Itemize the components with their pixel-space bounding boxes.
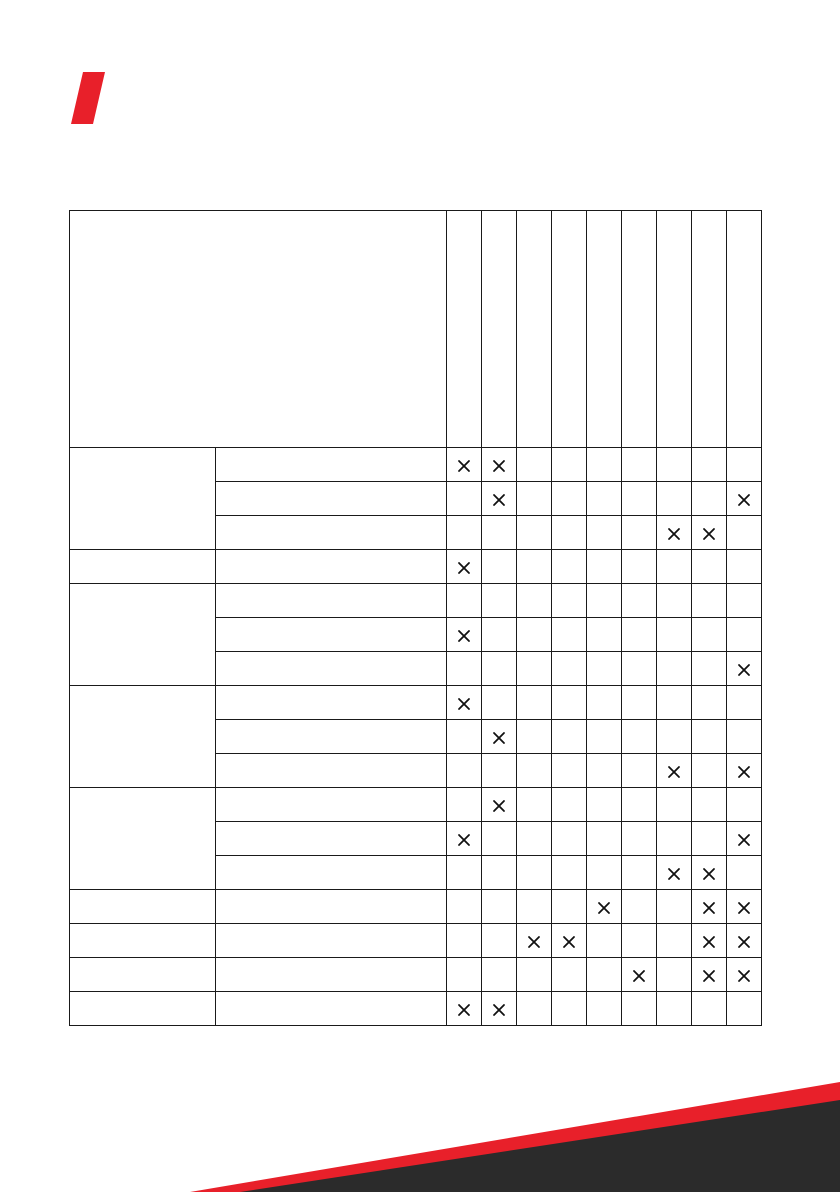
matrix-row [70,958,762,992]
matrix-cell-marked [482,482,517,516]
cross-mark-icon [562,935,576,949]
matrix-cell-empty [622,720,657,754]
matrix-cell-empty [657,550,692,584]
matrix-cell-empty [517,550,552,584]
cross-mark-icon [702,935,716,949]
matrix-cell-empty [622,686,657,720]
matrix-cell-empty [727,550,762,584]
matrix-cell-empty [727,448,762,482]
cross-mark-icon [702,867,716,881]
row-group-label [70,788,216,890]
matrix-cell-empty [587,584,622,618]
cross-mark-icon [702,969,716,983]
row-group-label [70,890,216,924]
matrix-cell-empty [587,550,622,584]
matrix-cell-empty [587,924,622,958]
matrix-cell-empty [622,890,657,924]
matrix-column-header [482,211,517,448]
matrix-cell-empty [657,992,692,1026]
matrix-cell-marked [727,822,762,856]
matrix-cell-marked [727,652,762,686]
matrix-cell-empty [517,754,552,788]
matrix-cell-empty [727,618,762,652]
matrix-row [70,550,762,584]
matrix-row [70,890,762,924]
matrix-cell-empty [692,720,727,754]
matrix-cell-empty [587,652,622,686]
matrix-cell-empty [657,482,692,516]
cross-mark-icon [702,527,716,541]
matrix-cell-empty [657,890,692,924]
matrix-cell-empty [482,550,517,584]
matrix-cell-empty [447,890,482,924]
matrix-cell-empty [622,924,657,958]
matrix-cell-empty [482,584,517,618]
matrix-cell-marked [727,482,762,516]
matrix-row [70,686,762,720]
brand-slash-logo [71,72,105,124]
row-label [216,924,447,958]
matrix-cell-empty [587,482,622,516]
row-label [216,482,447,516]
matrix-cell-empty [657,822,692,856]
matrix-cell-empty [587,516,622,550]
matrix-cell-marked [482,448,517,482]
matrix-cell-empty [517,788,552,822]
row-label [216,550,447,584]
matrix-cell-empty [587,686,622,720]
row-group-label [70,992,216,1026]
matrix-cell-empty [447,652,482,686]
cross-mark-icon [667,527,681,541]
row-label [216,652,447,686]
matrix-cell-empty [447,754,482,788]
matrix-cell-empty [552,686,587,720]
matrix-cell-empty [552,482,587,516]
matrix-cell-marked [657,754,692,788]
matrix-column-header [622,211,657,448]
matrix-cell-empty [622,992,657,1026]
matrix-cell-empty [482,856,517,890]
row-group-label [70,686,216,788]
cross-mark-icon [737,901,751,915]
cross-mark-icon [702,901,716,915]
matrix-cell-empty [622,448,657,482]
matrix-cell-empty [727,584,762,618]
matrix-cell-empty [587,992,622,1026]
matrix-cell-empty [552,720,587,754]
matrix-cell-empty [657,720,692,754]
matrix-corner-cell [70,211,447,448]
matrix-cell-empty [692,788,727,822]
matrix-cell-empty [657,448,692,482]
cross-mark-icon [492,459,506,473]
matrix-cell-marked [692,958,727,992]
matrix-body [70,448,762,1026]
row-group-label [70,584,216,686]
cross-mark-icon [457,833,471,847]
row-label [216,618,447,652]
matrix-cell-empty [622,516,657,550]
matrix-cell-marked [482,788,517,822]
matrix-cell-empty [657,652,692,686]
cross-mark-icon [492,1003,506,1017]
matrix-cell-empty [517,890,552,924]
row-group-label [70,550,216,584]
matrix-cell-empty [692,992,727,1026]
matrix-cell-empty [552,788,587,822]
matrix-cell-empty [587,856,622,890]
matrix-cell-marked [692,924,727,958]
matrix-cell-empty [482,516,517,550]
matrix-cell-empty [552,652,587,686]
matrix-cell-marked [727,924,762,958]
matrix-cell-empty [447,584,482,618]
matrix-cell-empty [482,652,517,686]
matrix-cell-empty [727,720,762,754]
matrix-row [70,448,762,482]
row-label [216,822,447,856]
matrix-cell-empty [517,652,552,686]
row-label [216,448,447,482]
matrix-cell-marked [727,754,762,788]
matrix-cell-empty [482,822,517,856]
matrix-cell-empty [692,754,727,788]
matrix-cell-empty [552,550,587,584]
matrix-cell-marked [622,958,657,992]
matrix-cell-marked [552,924,587,958]
cross-mark-icon [527,935,541,949]
row-group-label [70,958,216,992]
matrix-cell-empty [622,754,657,788]
matrix-cell-marked [447,550,482,584]
matrix-cell-empty [482,924,517,958]
cross-mark-icon [632,969,646,983]
matrix-cell-marked [727,958,762,992]
matrix-cell-empty [657,788,692,822]
matrix-cell-empty [587,720,622,754]
row-label [216,890,447,924]
matrix-cell-empty [517,516,552,550]
cross-mark-icon [457,697,471,711]
matrix-cell-empty [622,652,657,686]
matrix-cell-empty [517,992,552,1026]
row-label [216,584,447,618]
matrix-cell-empty [517,584,552,618]
matrix-cell-marked [692,516,727,550]
matrix-header-row [70,211,762,448]
matrix-cell-empty [622,550,657,584]
matrix-cell-empty [622,856,657,890]
matrix-cell-empty [517,958,552,992]
matrix-cell-marked [657,856,692,890]
matrix-cell-marked [447,618,482,652]
matrix-row [70,788,762,822]
matrix-cell-empty [552,754,587,788]
cross-mark-icon [737,833,751,847]
matrix-cell-empty [482,618,517,652]
matrix-cell-empty [727,856,762,890]
matrix-cell-empty [517,720,552,754]
cross-mark-icon [457,1003,471,1017]
matrix-cell-empty [552,856,587,890]
matrix-cell-empty [482,754,517,788]
matrix-cell-empty [657,584,692,618]
cross-mark-icon [737,493,751,507]
matrix-cell-marked [447,822,482,856]
matrix-cell-empty [622,482,657,516]
matrix-cell-marked [692,890,727,924]
matrix-cell-empty [622,822,657,856]
cross-mark-icon [597,901,611,915]
matrix-cell-empty [447,720,482,754]
cross-mark-icon [667,867,681,881]
matrix-cell-empty [447,788,482,822]
matrix-cell-marked [482,992,517,1026]
matrix-cell-empty [552,516,587,550]
row-label [216,856,447,890]
matrix-cell-empty [482,686,517,720]
matrix-cell-empty [727,686,762,720]
matrix-cell-empty [447,856,482,890]
matrix-cell-empty [552,584,587,618]
matrix-cell-empty [482,890,517,924]
matrix-cell-marked [657,516,692,550]
cross-mark-icon [492,731,506,745]
cross-mark-icon [737,969,751,983]
matrix-column-header [517,211,552,448]
matrix-cell-marked [447,992,482,1026]
matrix-cell-marked [587,890,622,924]
matrix-cell-empty [447,924,482,958]
cross-mark-icon [457,561,471,575]
matrix-column-header [447,211,482,448]
row-label [216,958,447,992]
cross-mark-icon [667,765,681,779]
matrix-column-header [587,211,622,448]
row-label [216,754,447,788]
matrix-cell-empty [657,686,692,720]
footer-wedge-decoration [0,1070,840,1192]
matrix-cell-marked [692,856,727,890]
matrix-cell-empty [517,686,552,720]
cross-mark-icon [492,493,506,507]
matrix-cell-empty [657,958,692,992]
matrix-row [70,924,762,958]
matrix-cell-empty [587,788,622,822]
matrix-cell-empty [587,822,622,856]
compatibility-matrix-table [69,210,762,1026]
matrix-cell-empty [552,618,587,652]
matrix-column-header [657,211,692,448]
matrix-cell-empty [622,584,657,618]
matrix-cell-empty [587,754,622,788]
cross-mark-icon [737,765,751,779]
matrix-cell-marked [482,720,517,754]
matrix-cell-empty [552,822,587,856]
row-label [216,516,447,550]
matrix-cell-empty [587,448,622,482]
matrix-cell-empty [587,618,622,652]
matrix-cell-empty [692,550,727,584]
matrix-cell-empty [657,618,692,652]
row-group-label [70,448,216,550]
cross-mark-icon [492,799,506,813]
matrix-row [70,584,762,618]
matrix-cell-empty [657,924,692,958]
matrix-cell-empty [692,448,727,482]
matrix-column-header [727,211,762,448]
matrix-cell-empty [447,482,482,516]
matrix-cell-empty [517,448,552,482]
matrix-cell-empty [622,788,657,822]
row-label [216,992,447,1026]
matrix-cell-empty [692,584,727,618]
matrix-column-header [552,211,587,448]
matrix-cell-empty [692,618,727,652]
matrix-cell-empty [447,516,482,550]
matrix-cell-marked [727,890,762,924]
matrix-cell-empty [517,482,552,516]
matrix-cell-empty [727,992,762,1026]
matrix-cell-empty [692,652,727,686]
matrix-cell-empty [622,618,657,652]
matrix-cell-empty [587,958,622,992]
row-label [216,686,447,720]
matrix-cell-empty [692,482,727,516]
matrix-cell-empty [552,448,587,482]
row-label [216,720,447,754]
matrix-column-header [692,211,727,448]
row-label [216,788,447,822]
matrix-cell-empty [727,516,762,550]
matrix-cell-empty [517,856,552,890]
matrix-cell-empty [517,822,552,856]
matrix-cell-empty [692,686,727,720]
cross-mark-icon [737,935,751,949]
matrix-cell-marked [517,924,552,958]
cross-mark-icon [457,629,471,643]
matrix-cell-empty [517,618,552,652]
matrix-cell-empty [552,890,587,924]
matrix-row [70,992,762,1026]
matrix-cell-empty [447,958,482,992]
matrix-cell-empty [692,822,727,856]
matrix-cell-empty [482,958,517,992]
matrix-cell-empty [552,992,587,1026]
matrix-cell-marked [447,448,482,482]
row-group-label [70,924,216,958]
cross-mark-icon [457,459,471,473]
matrix-cell-marked [447,686,482,720]
matrix-cell-empty [552,958,587,992]
matrix-cell-empty [727,788,762,822]
cross-mark-icon [737,663,751,677]
